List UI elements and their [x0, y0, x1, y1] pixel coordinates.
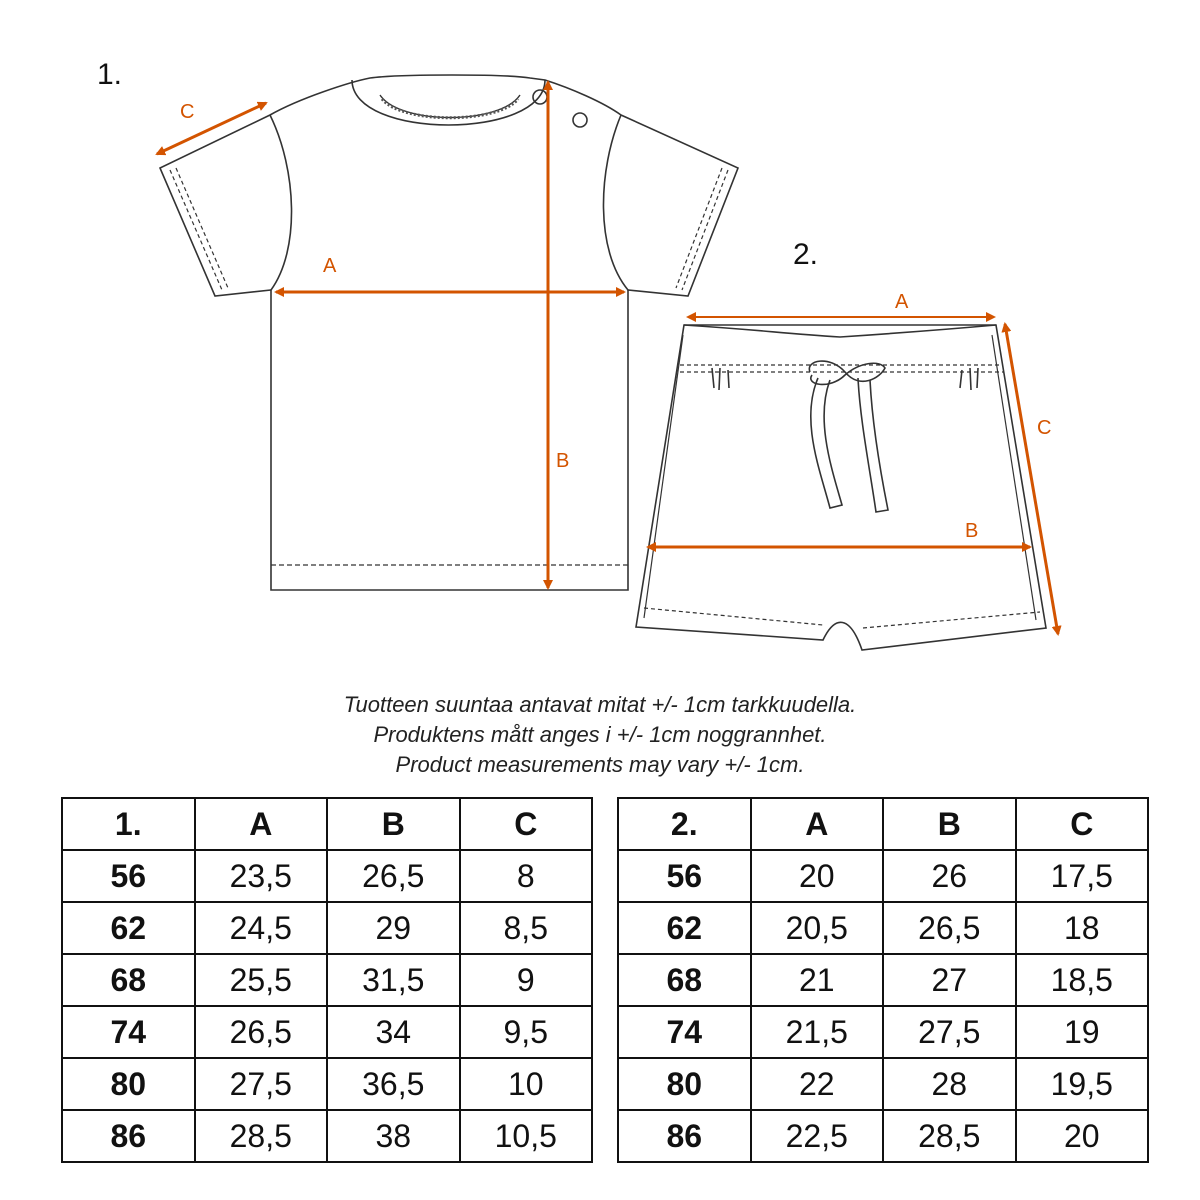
- table-row: [62, 954, 592, 1006]
- measurement-cell: 28,5: [883, 1110, 1016, 1162]
- shorts-number-label: 2.: [793, 238, 819, 271]
- measurement-cell: 22,5: [751, 1110, 884, 1162]
- measurement-cell: 19,5: [1016, 1058, 1149, 1110]
- size-cell: 74: [62, 1006, 195, 1058]
- shorts-dim-c-label: C: [1037, 417, 1052, 439]
- tshirt-dimensions: [157, 82, 624, 588]
- tshirt-dim-b-label: B: [556, 450, 570, 472]
- table-header-row: [618, 798, 1148, 850]
- measurement-cell: 29: [327, 902, 460, 954]
- table-header-cell: 1.: [62, 798, 195, 850]
- measurement-cell: 9: [460, 954, 593, 1006]
- note-english: Product measurements may vary +/- 1cm.: [395, 752, 805, 777]
- measurement-cell: 28,5: [195, 1110, 328, 1162]
- size-cell: 56: [62, 850, 195, 902]
- measurement-cell: 38: [327, 1110, 460, 1162]
- shorts-dim-a-label: A: [895, 291, 909, 313]
- table-header-row: [62, 798, 592, 850]
- measurement-cell: 20,5: [751, 902, 884, 954]
- measurement-cell: 26,5: [195, 1006, 328, 1058]
- table-row: [62, 902, 592, 954]
- tshirt-illustration: [160, 75, 738, 590]
- measurement-cell: 24,5: [195, 902, 328, 954]
- table-row: [62, 1110, 592, 1162]
- measurement-cell: 19: [1016, 1006, 1149, 1058]
- table-header-cell: B: [327, 798, 460, 850]
- tshirt-dim-a-label: A: [323, 255, 337, 277]
- table-header-cell: C: [460, 798, 593, 850]
- table-header-cell: A: [751, 798, 884, 850]
- tshirt-sleeve-arrow: [157, 103, 266, 154]
- table-row: [618, 1058, 1148, 1110]
- measurement-cell: 27: [883, 954, 1016, 1006]
- shorts-illustration: [636, 325, 1046, 650]
- measurement-cell: 25,5: [195, 954, 328, 1006]
- size-cell: 68: [618, 954, 751, 1006]
- table-row: [618, 902, 1148, 954]
- note-swedish: Produktens mått anges i +/- 1cm noggrannhet.: [373, 722, 827, 747]
- size-cell: 86: [62, 1110, 195, 1162]
- table-header-cell: C: [1016, 798, 1149, 850]
- measurement-cell: 18,5: [1016, 954, 1149, 1006]
- size-cell: 80: [618, 1058, 751, 1110]
- table-row: [62, 1058, 592, 1110]
- measurement-cell: 10: [460, 1058, 593, 1110]
- table-header-cell: B: [883, 798, 1016, 850]
- measurement-cell: 17,5: [1016, 850, 1149, 902]
- size-cell: 62: [618, 902, 751, 954]
- tshirt-number-label: 1.: [97, 58, 123, 91]
- measurement-cell: 9,5: [460, 1006, 593, 1058]
- measurement-notes: [0, 690, 1200, 780]
- size-cell: 86: [618, 1110, 751, 1162]
- shorts-size-table: [617, 797, 1149, 1163]
- measurement-cell: 8: [460, 850, 593, 902]
- measurement-cell: 10,5: [460, 1110, 593, 1162]
- table-row: [618, 850, 1148, 902]
- measurement-cell: 31,5: [327, 954, 460, 1006]
- table-row: [618, 1110, 1148, 1162]
- measurement-cell: 27,5: [883, 1006, 1016, 1058]
- measurement-cell: 22: [751, 1058, 884, 1110]
- table-row: [618, 954, 1148, 1006]
- measurement-cell: 26,5: [883, 902, 1016, 954]
- measurement-cell: 23,5: [195, 850, 328, 902]
- measurement-cell: 8,5: [460, 902, 593, 954]
- shorts-dim-b-label: B: [965, 520, 979, 542]
- measurement-cell: 20: [1016, 1110, 1149, 1162]
- size-cell: 62: [62, 902, 195, 954]
- table-header-cell: 2.: [618, 798, 751, 850]
- table-row: [62, 1006, 592, 1058]
- size-cell: 56: [618, 850, 751, 902]
- measurement-cell: 27,5: [195, 1058, 328, 1110]
- measurement-cell: 28: [883, 1058, 1016, 1110]
- measurement-cell: 36,5: [327, 1058, 460, 1110]
- note-finnish: Tuotteen suuntaa antavat mitat +/- 1cm tarkkuudella.: [343, 692, 857, 717]
- table-row: [618, 1006, 1148, 1058]
- measurement-cell: 34: [327, 1006, 460, 1058]
- measurement-cell: 18: [1016, 902, 1149, 954]
- measurement-cell: 20: [751, 850, 884, 902]
- table-row: [62, 850, 592, 902]
- size-cell: 74: [618, 1006, 751, 1058]
- measurement-cell: 21: [751, 954, 884, 1006]
- size-cell: 68: [62, 954, 195, 1006]
- tshirt-size-table: [61, 797, 593, 1163]
- tshirt-dim-c-label: C: [180, 101, 195, 123]
- measurement-cell: 26: [883, 850, 1016, 902]
- size-cell: 80: [62, 1058, 195, 1110]
- measurement-cell: 26,5: [327, 850, 460, 902]
- table-header-cell: A: [195, 798, 328, 850]
- measurement-cell: 21,5: [751, 1006, 884, 1058]
